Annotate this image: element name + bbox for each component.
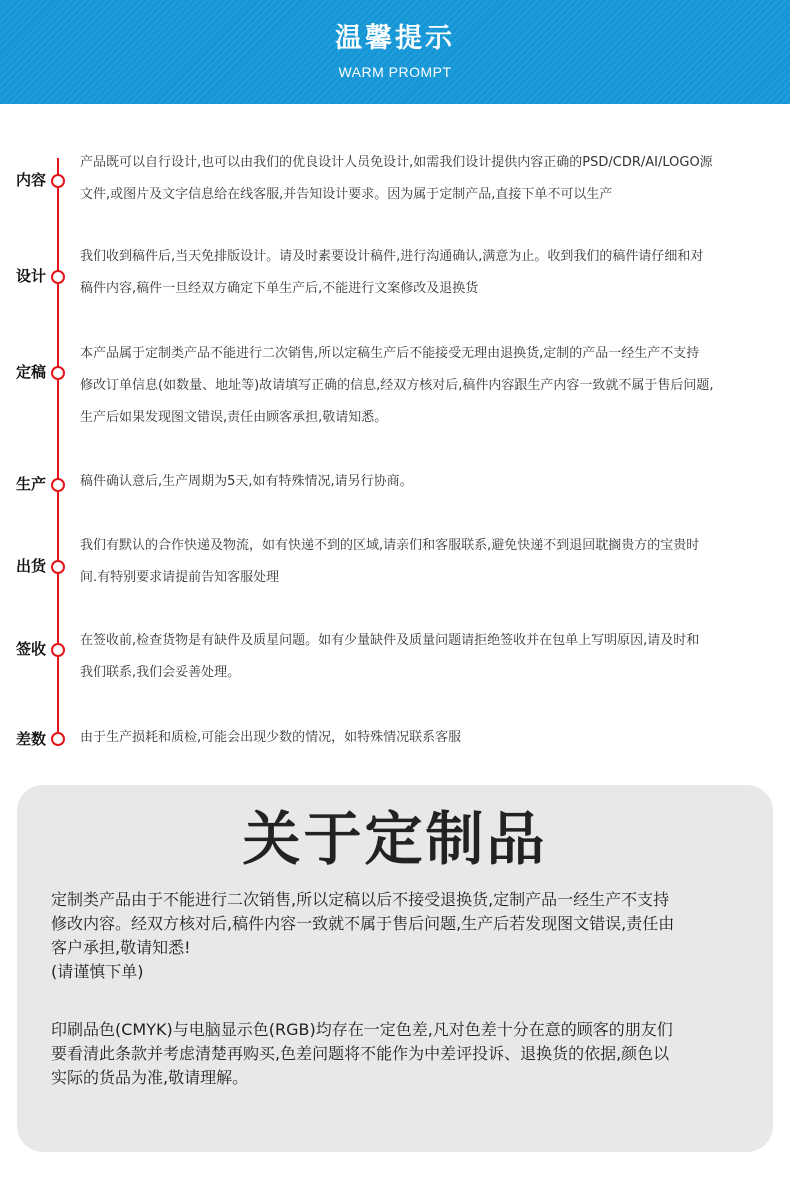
notice-paragraph: 定制类产品由于不能进行二次销售,所以定稿以后不接受退换货,定制产品一经生产不支持 修改内容。经双方核对后,稿件内容一致就不属于售后问题,生产后若发现图文错误,责任由 客户承担,敬请知悉! (请谨慎下单) — [51, 890, 675, 981]
timeline-dot-icon — [51, 270, 65, 284]
timeline-dot-icon — [51, 478, 65, 492]
custom-product-notice-card — [17, 785, 773, 1152]
timeline-dot-icon — [51, 643, 65, 657]
timeline-label: 生产 — [15, 475, 46, 493]
timeline-dot-icon — [51, 366, 65, 380]
timeline-text: 我们收到稿件后,当天免排版设计。请及时素要设计稿件,进行沟通确认,满意为止。收到我们的稿件请仔细和对 稿件内容,稿件一旦经双方确定下单生产后,不能进行文案修改及退换货 — [80, 249, 704, 296]
timeline-label: 差数 — [15, 730, 46, 748]
timeline-text: 稿件确认意后,生产周期为5天,如有特殊情况,请另行协商。 — [80, 474, 413, 489]
timeline-text: 产品既可以自行设计,也可以由我们的优良设计人员免设计,如需我们设计提供内容正确的PSD/CDR/AI/LOGO源 文件,或图片及文字信息给在线客服,并告知设计要求。因为属于定制产品,直接下单不可以生产 — [80, 155, 713, 202]
timeline-label: 设计 — [15, 267, 46, 285]
timeline-label: 定稿 — [15, 363, 46, 381]
timeline-dot-icon — [51, 560, 65, 574]
page-subtitle: WARM PROMPT — [338, 64, 452, 80]
timeline-text: 本产品属于定制类产品不能进行二次销售,所以定稿生产后不能接受无理由退换货,定制的产品一经生产不支持 修改订单信息(如数量、地址等)故请填写正确的信息,经双方核对后,稿件内容跟生产内容一致就不属于售后问题, 生产后如果发现图文错误,责任由顾客承担,敬请知悉。 — [80, 346, 714, 425]
page-title: 温馨提示 — [335, 23, 455, 54]
timeline-label: 签收 — [15, 640, 46, 658]
timeline-dot-icon — [51, 174, 65, 188]
color-difference-paragraph: 印刷品色(CMYK)与电脑显示色(RGB)均存在一定色差,凡对色差十分在意的顾客的朋友们 要看清此条款并考虑清楚再购买,色差问题将不能作为中差评投诉、退换货的依据,颜色以 实际的货品为准,敬请理解。 — [51, 1020, 673, 1087]
notice-title: 关于定制品 — [242, 805, 548, 873]
timeline-text: 在签收前,检查货物是有缺件及质星问题。如有少量缺件及质量问题请拒绝签收并在包单上写明原因,请及时和 我们联系,我们会妥善处理。 — [80, 633, 700, 680]
timeline-text: 我们有默认的合作快递及物流，如有快递不到的区域,请亲们和客服联系,避免快递不到退回耽搁贵方的宝贵时 间.有特别要求请提前告知客服处理 — [80, 538, 700, 585]
header-banner — [0, 0, 790, 104]
timeline-dot-icon — [51, 732, 65, 746]
timeline-label: 内容 — [15, 171, 46, 189]
timeline-label: 出货 — [15, 557, 46, 575]
timeline-text: 由于生产损耗和质检,可能会出现少数的情况，如特殊情况联系客服 — [80, 730, 462, 745]
